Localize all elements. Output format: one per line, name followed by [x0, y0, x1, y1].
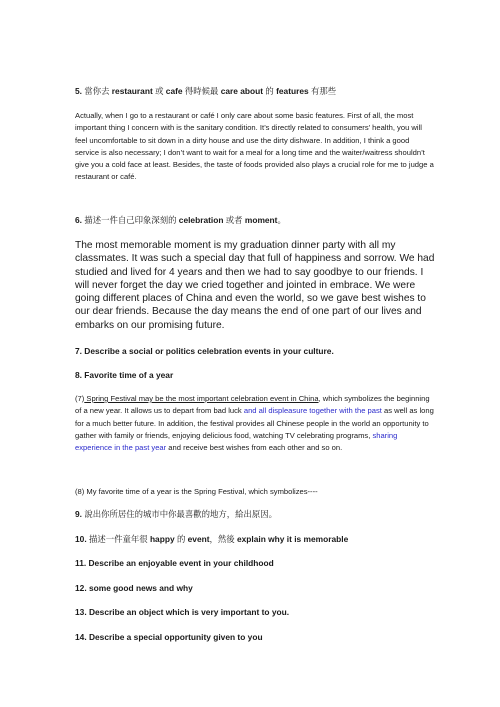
question-8: 8. Favorite time of a year: [75, 370, 174, 380]
underlined-phrase: Spring Festival may be the most important celebration event in China: [84, 394, 319, 403]
answer-6: The most memorable moment is my graduation dinner party with all my classmates. It was such a special day that full of happiness and sorrow. We had studied and lived for 4 years and then we had to say goodbye to our friends. I will never forget the day we cried together and jointed in embrace. We were going different places of China and even the world, so we gave best wishes to our dear friends. Because the day means the end of one part of our lives and embarks on our promising future.: [75, 240, 435, 331]
answer-8: (8) My favorite time of a year is the Spring Festival, which symbolizes----: [75, 487, 318, 496]
answer-7: (7) Spring Festival may be the most important celebration event in China, which symbolizes the beginning of a new year. It allows us to depart from bad luck and all displeasure together with the past as well as long for a much better future. In addition, the festival provides all Chinese people in the world an opportunity to gather with family or friends, enjoying delicious food, watching TV celebrating programs, sharing experience in the past year and receive best wishes from each other and so on.: [75, 394, 434, 453]
question-6: 6. 描述一件自己印象深刻的 celebration 或者 moment。: [75, 215, 286, 225]
question-12: 12. some good news and why: [75, 583, 193, 593]
question-11: 11. Describe an enjoyable event in your childhood: [75, 558, 274, 568]
question-7: 7. Describe a social or politics celebration events in your culture.: [75, 346, 334, 356]
question-14: 14. Describe a special opportunity given to you: [75, 632, 263, 642]
question-13: 13. Describe an object which is very important to you.: [75, 607, 290, 617]
answer-5: Actually, when I go to a restaurant or café I only care about some basic features. First of all, the most important thing I concern with is the sanitary condition. It’s directly related to consumers’ health, you will feel uncomfortable to sit down in a dirty house and use the dirty dishware. In addition, I think a good service is also necessary; I don’t want to wait for a meal for a long time and the waiter/waitress shouldn’t give you a cold face at least. Besides, the taste of foods provided also plays a crucial role for me to judge a restaurant or café.: [75, 111, 434, 182]
question-5: 5. 當你去 restaurant 或 cafe 得時候最 care about 的 features 有那些: [75, 86, 337, 96]
question-9: 9. 說出你所居住的城市中你最喜歡的地方，給出原因。: [75, 509, 277, 519]
question-10: 10. 描述一件童年很 happy 的 event，然後 explain why it is memorable: [75, 534, 349, 544]
highlighted-phrase: and all displeasure together with the past: [243, 406, 382, 416]
highlighted-phrase: sharing experience in the past year: [75, 430, 398, 453]
